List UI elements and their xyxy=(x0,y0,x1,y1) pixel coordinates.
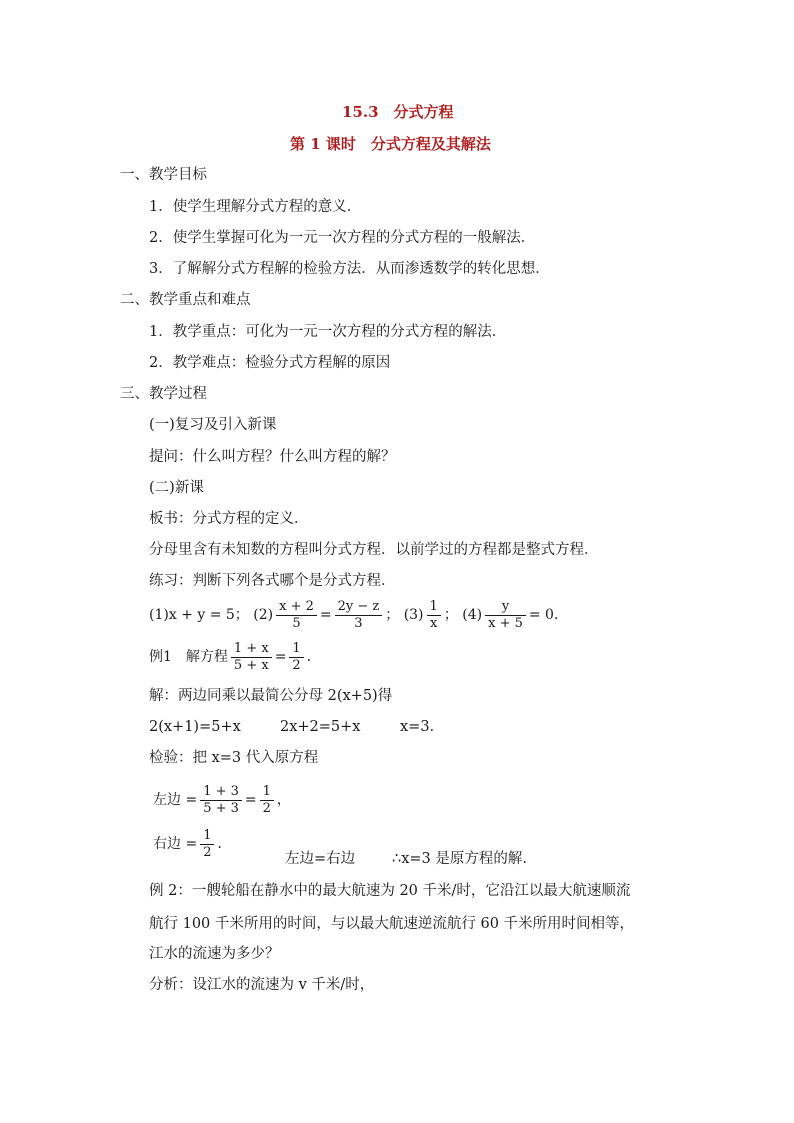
example-2-line: 航行 100 千米所用的时间，与以最大航速逆流航行 60 千米所用时间相等， xyxy=(149,916,635,932)
fraction: $\frac{1}{2}$ xyxy=(260,784,274,817)
conclusion-right: ∴x=3 是原方程的解. xyxy=(392,851,527,867)
process-heading: 三、教学过程 xyxy=(120,386,207,402)
fraction: $\frac{2y - z}{3}$ xyxy=(335,599,383,632)
key-heading: 二、教学重点和难点 xyxy=(120,292,251,308)
right-side: 右边 = $\frac{1}{2}$ ． xyxy=(153,827,232,860)
key-item: 1．教学重点：可化为一元一次方程的分式方程的解法． xyxy=(149,324,507,340)
solution-step: 2(x+1)=5+x xyxy=(149,719,241,735)
fraction: $\frac{1}{2}$ xyxy=(289,641,303,674)
analysis-line: 分析：设江水的流速为 v 千米/时， xyxy=(149,977,375,993)
goal-item: 2．使学生掌握可化为一元一次方程的分式方程的一般解法． xyxy=(149,230,536,246)
check-line: 检验：把 x=3 代入原方程 xyxy=(149,750,319,766)
solution-line: 解：两边同乘以最简公分母 2(x+5)得 xyxy=(149,688,393,704)
left-side: 左边 = $\frac{1 + 3}{5 + 3}$ = $\frac{1}{2}$ ， xyxy=(153,783,291,816)
key-item: 2．教学难点：检验分式方程解的原因 xyxy=(149,355,391,371)
fraction: $\frac{1}{x}$ xyxy=(427,599,441,632)
goal-item: 3．了解解分式方程解的检验方法．从而渗透数学的转化思想． xyxy=(149,261,550,277)
exercise-4-label: (4) xyxy=(462,607,483,623)
exercise-1: (1)x + y = 5； xyxy=(149,607,249,623)
fraction: $\frac{y}{x + 5}$ xyxy=(485,599,526,632)
conclusion-left: 左边=右边 xyxy=(285,851,356,867)
goals-heading: 一、教学目标 xyxy=(120,167,207,183)
exercise-equations: (1)x + y = 5； (2) $\frac{x + 2}{5}$ = $\frac{2y - z}{3}$ ； (3) $\frac{1}{x}$ ； (4) $\frac{y}{x + 5}$ = 0． xyxy=(149,598,568,631)
process-line: 练习：判断下列各式哪个是分式方程． xyxy=(149,573,396,589)
example-1: 例1 解方程 $\frac{1 + x}{5 + x}$ = $\frac{1}{2}$ ． xyxy=(149,640,321,673)
fraction: $\frac{x + 2}{5}$ xyxy=(276,599,317,632)
goal-item: 1．使学生理解分式方程的意义． xyxy=(149,199,362,215)
solution-step: x=3. xyxy=(400,719,435,735)
process-line: 提问：什么叫方程？什么叫方程的解？ xyxy=(149,449,396,465)
example-2-line: 例 2：一艘轮船在静水中的最大航速为 20 千米/时，它沿江以最大航速顺流 xyxy=(149,883,631,899)
process-line: 板书：分式方程的定义． xyxy=(149,511,309,527)
exercise-2-label: (2) xyxy=(253,607,274,623)
exercise-3-label: (3) xyxy=(403,607,424,623)
process-line: (一)复习及引入新课 xyxy=(149,417,277,433)
solution-step: 2x+2=5+x xyxy=(280,719,361,735)
section-title: 15.3 分式方程 xyxy=(342,103,454,121)
example-2-line: 江水的流速为多少？ xyxy=(149,946,280,962)
process-line: (二)新课 xyxy=(149,480,204,496)
fraction: $\frac{1 + x}{5 + x}$ xyxy=(231,641,272,674)
lesson-title: 第 1 课时 分式方程及其解法 xyxy=(290,135,491,153)
fraction: $\frac{1}{2}$ xyxy=(200,828,214,861)
process-line: 分母里含有未知数的方程叫分式方程．以前学过的方程都是整式方程． xyxy=(149,542,599,558)
fraction: $\frac{1 + 3}{5 + 3}$ xyxy=(200,784,242,817)
